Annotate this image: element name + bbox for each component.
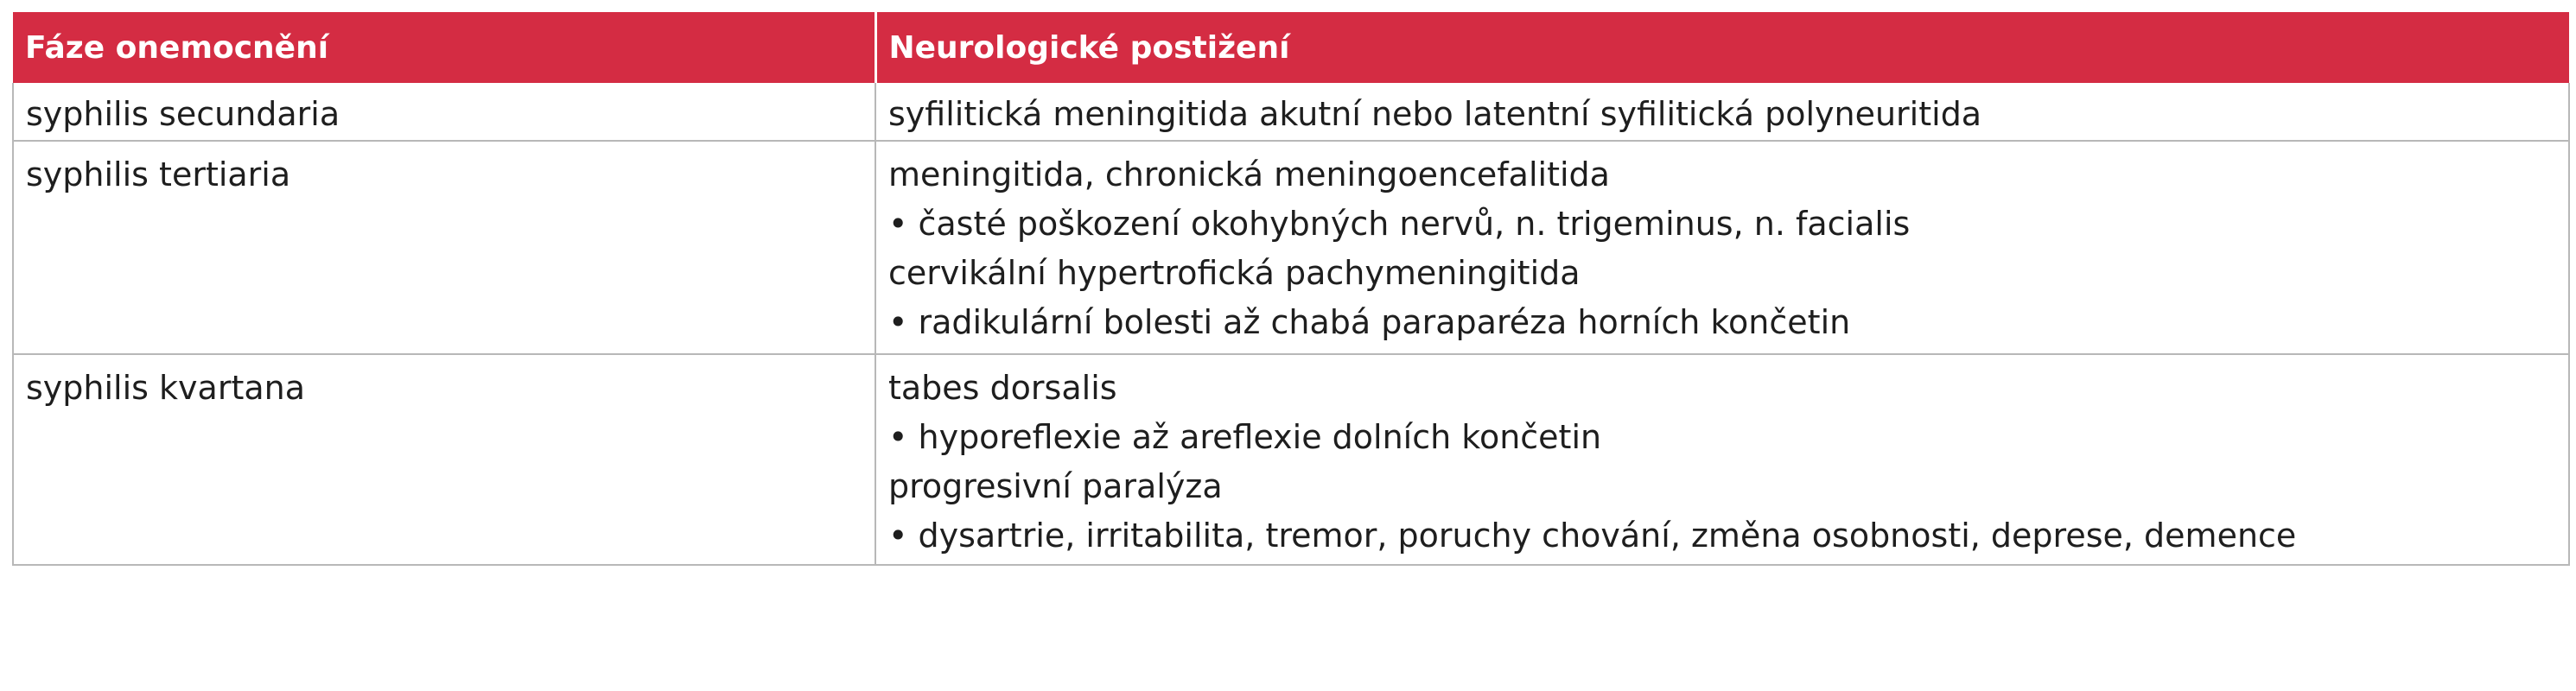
- involvement-bullet-line: • hyporeflexie až areflexie dolních končetin: [888, 418, 1602, 456]
- column-header-involvement: Neurologické postižení: [875, 12, 2569, 83]
- involvement-bullet-line: • radikulární bolesti až chabá paraparéza horních končetin: [888, 303, 1851, 341]
- table-row: [13, 354, 2569, 565]
- table-row: [13, 141, 2569, 354]
- column-header-stage: Fáze onemocnění: [13, 12, 875, 83]
- involvement-cell: [875, 141, 2569, 354]
- involvement-cell: [875, 354, 2569, 565]
- involvement-bullet-line: • časté poškození okohybných nervů, n. trigeminus, n. facialis: [888, 205, 1911, 243]
- table-header-row: [13, 12, 2569, 83]
- syphilis-neurology-table: [12, 12, 2570, 566]
- involvement-line: meningitida, chronická meningoencefalitida: [888, 155, 1610, 193]
- stage-cell: syphilis tertiaria: [13, 141, 875, 354]
- involvement-line: cervikální hypertrofická pachymeningitida: [888, 254, 1581, 292]
- stage-cell: syphilis kvartana: [13, 354, 875, 565]
- involvement-line: syfilitická meningitida akutní nebo latentní syfilitická polyneuritida: [888, 95, 1982, 133]
- involvement-bullet-line: • dysartrie, irritabilita, tremor, poruchy chování, změna osobnosti, deprese, demence: [888, 517, 2297, 555]
- involvement-cell: [875, 83, 2569, 141]
- table-row: [13, 83, 2569, 141]
- involvement-line: tabes dorsalis: [888, 369, 1117, 407]
- involvement-line: progresivní paralýza: [888, 467, 1223, 505]
- stage-cell: syphilis secundaria: [13, 83, 875, 141]
